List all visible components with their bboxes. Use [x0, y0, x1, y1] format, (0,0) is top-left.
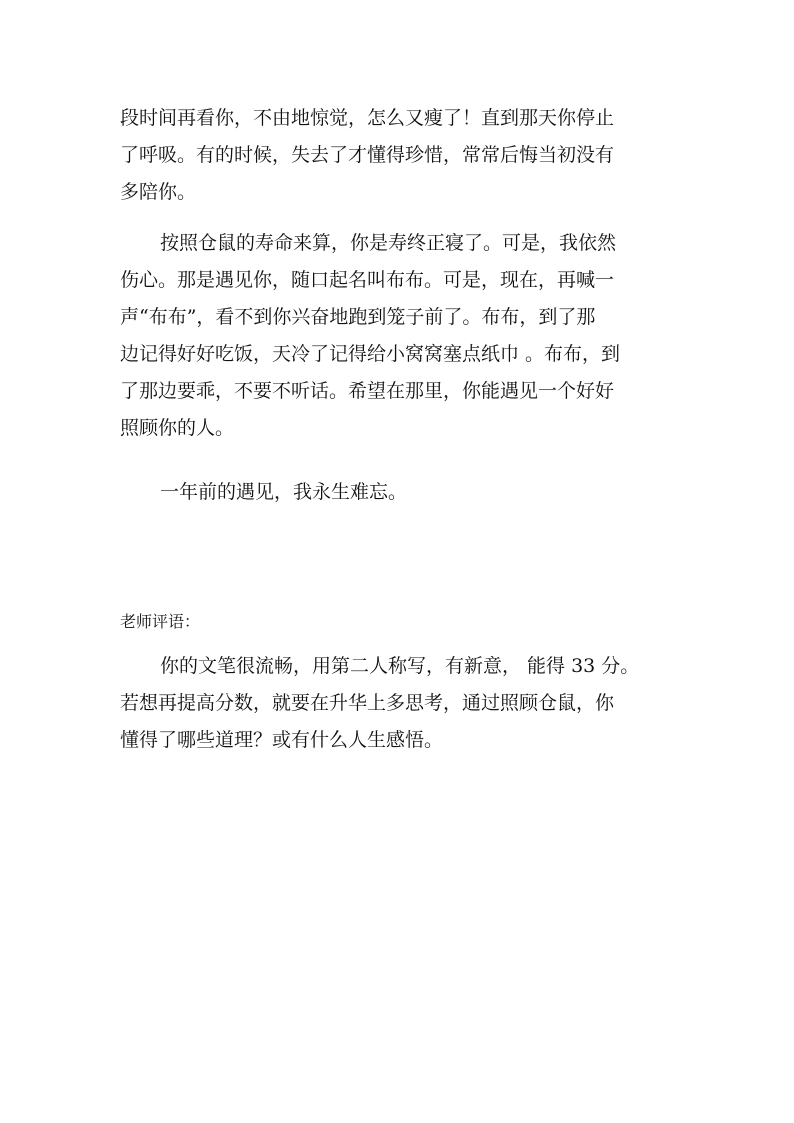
essay-line: 按照仓鼠的寿命来算，你是寿终正寝了。可是，我依然: [160, 232, 617, 254]
comment-line: 懂得了哪些道理？或有什么人生感悟。: [120, 729, 444, 751]
essay-line: 照顾你的人。: [120, 417, 235, 439]
essay-line: 伤心。那是遇见你，随口起名叫布布。可是，现在，再喊一: [120, 269, 615, 291]
essay-line: 边记得好好吃饭，天冷了记得给小窝窝塞点纸巾 。布布，到: [120, 343, 621, 365]
essay-line: 一年前的遇见，我永生难忘。: [160, 481, 408, 503]
essay-line: 段时间再看你，不由地惊觉，怎么又瘦了！直到那天你停止: [120, 107, 615, 129]
essay-line: 声“布布”，看不到你兴奋地跑到笼子前了。布布，到了那: [120, 306, 596, 328]
essay-line: 多陪你。: [120, 181, 197, 203]
comment-line: 若想再提高分数，就要在升华上多思考，通过照顾仓鼠，你: [120, 692, 615, 714]
teacher-comment-label: 老师评语：: [120, 612, 201, 631]
essay-line: 了那边要乖，不要不听话。希望在那里，你能遇见一个好好: [120, 380, 615, 402]
essay-line: 了呼吸。有的时候，失去了才懂得珍惜，常常后悔当初没有: [120, 144, 615, 166]
comment-line: 你的文笔很流畅，用第二人称写，有新意， 能得 33 分。: [160, 655, 640, 677]
